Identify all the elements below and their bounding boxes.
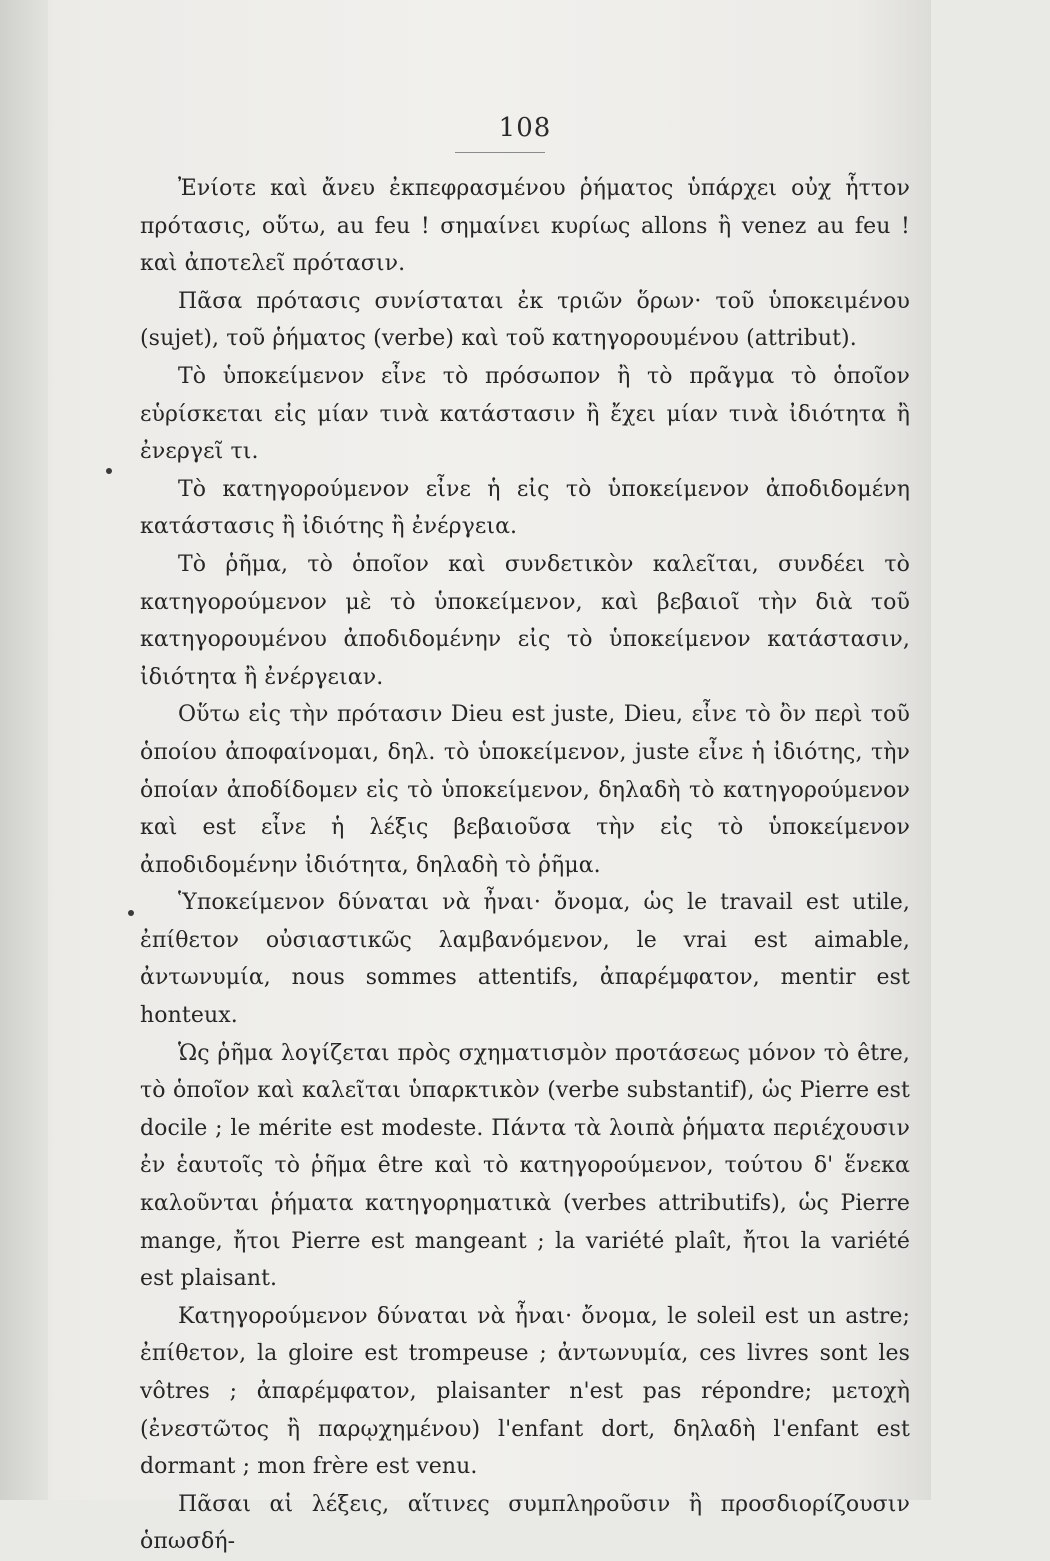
- paragraph: Τὸ ὑποκείμενον εἶνε τὸ πρόσωπον ἢ τὸ πρᾶγμα τὸ ὁποῖον εὑρίσκεται εἰς μίαν τινὰ κατάστασιν ἢ ἔχει μίαν τινὰ ἰδιότητα ἢ ἐνεργεῖ τι.: [140, 363, 910, 465]
- paragraph: Τὸ κατηγορούμενον εἶνε ἡ εἰς τὸ ὑποκείμενον ἀποδιδομένη κατάστασις ἢ ἰδιότης ἢ ἐνέργεια.: [140, 476, 910, 540]
- paragraph: Ἐνίοτε καὶ ἄνευ ἐκπεφρασμένου ῥήματος ὑπάρχει οὐχ ἧττον πρότασις, οὕτω, au feu ! σημαίνει κυρίως allons ἢ venez au feu ! καὶ ἀποτελεῖ πρότασιν.: [140, 176, 910, 277]
- paragraph: Τὸ ῥῆμα, τὸ ὁποῖον καὶ συνδετικὸν καλεῖται, συνδέει τὸ κατηγορούμενον μὲ τὸ ὑποκείμενον, καὶ βεβαιοῖ τὴν διὰ τοῦ κατηγορουμένου ἀποδιδομένην εἰς τὸ ὑποκείμενον κατάστασιν, ἰδιότητα ἢ ἐνέργειαν.: [140, 551, 910, 690]
- page-gutter-shadow: [0, 0, 48, 1500]
- margin-mark: [106, 468, 112, 474]
- paragraph: Κατηγορούμενον δύναται νὰ ἦναι· ὄνομα, le soleil est un astre; ἐπίθετον, la gloire est trompeuse ; ἀντωνυμία, ces livres sont les vôtres ; ἀπαρέμφατον, plaisanter n'est pas répondre; μετοχὴ (ἐνεστῶτος ἢ παρῳχημένου) l'enfant dort, δηλαδὴ l'enfant est dormant ; mon frère est venu.: [140, 1303, 910, 1480]
- header-rule: [455, 152, 545, 153]
- paragraph: Πᾶσαι αἱ λέξεις, αἵτινες συμπληροῦσιν ἢ προσδιορίζουσιν ὁπωσδή-: [140, 1491, 910, 1555]
- paragraph: Ὡς ῥῆμα λογίζεται πρὸς σχηματισμὸν προτάσεως μόνον τὸ être, τὸ ὁποῖον καὶ καλεῖται ὑπαρκτικὸν (verbe substantif), ὡς Pierre est docile ; le mérite est modeste. Πάντα τὰ λοιπὰ ῥήματα περιέχουσιν ἐν ἑαυτοῖς τὸ ῥῆμα être καὶ τὸ κατηγορούμενον, τούτου δ' ἕνεκα καλοῦνται ῥήματα κατηγορηματικὰ (verbes attributifs), ὡς Pierre mange, ἤτοι Pierre est mangeant ; la variété plaît, ἤτοι la variété est plaisant.: [140, 1040, 910, 1292]
- margin-mark: [128, 910, 134, 916]
- paragraph: Ὑποκείμενον δύναται νὰ ἦναι· ὄνομα, ὡς le travail est utile, ἐπίθετον οὐσιαστικῶς λαμβανόμενον, le vrai est aimable, ἀντωνυμία, nous sommes attentifs, ἀπαρέμφατον, mentir est honteux.: [140, 890, 910, 1029]
- paragraph: Οὕτω εἰς τὴν πρότασιν Dieu est juste, Dieu, εἶνε τὸ ὂν περὶ τοῦ ὁποίου ἀποφαίνομαι, δηλ. τὸ ὑποκείμενον, juste εἶνε ἡ ἰδιότης, τὴν ὁποίαν ἀποδίδομεν εἰς τὸ ὑποκείμενον, δηλαδὴ τὸ κατηγορούμενον καὶ est εἶνε ἡ λέξις βεβαιοῦσα τὴν εἰς τὸ ὑποκείμενον ἀποδιδομένην ἰδιότητα, δηλαδὴ τὸ ῥῆμα.: [140, 702, 910, 878]
- body-text: [140, 170, 910, 1561]
- page-number: 108: [498, 113, 552, 143]
- paragraph: Πᾶσα πρότασις συνίσταται ἐκ τριῶν ὅρων· τοῦ ὑποκειμένου (sujet), τοῦ ῥήματος (verbe) καὶ τοῦ κατηγορουμένου (attribut).: [140, 288, 910, 352]
